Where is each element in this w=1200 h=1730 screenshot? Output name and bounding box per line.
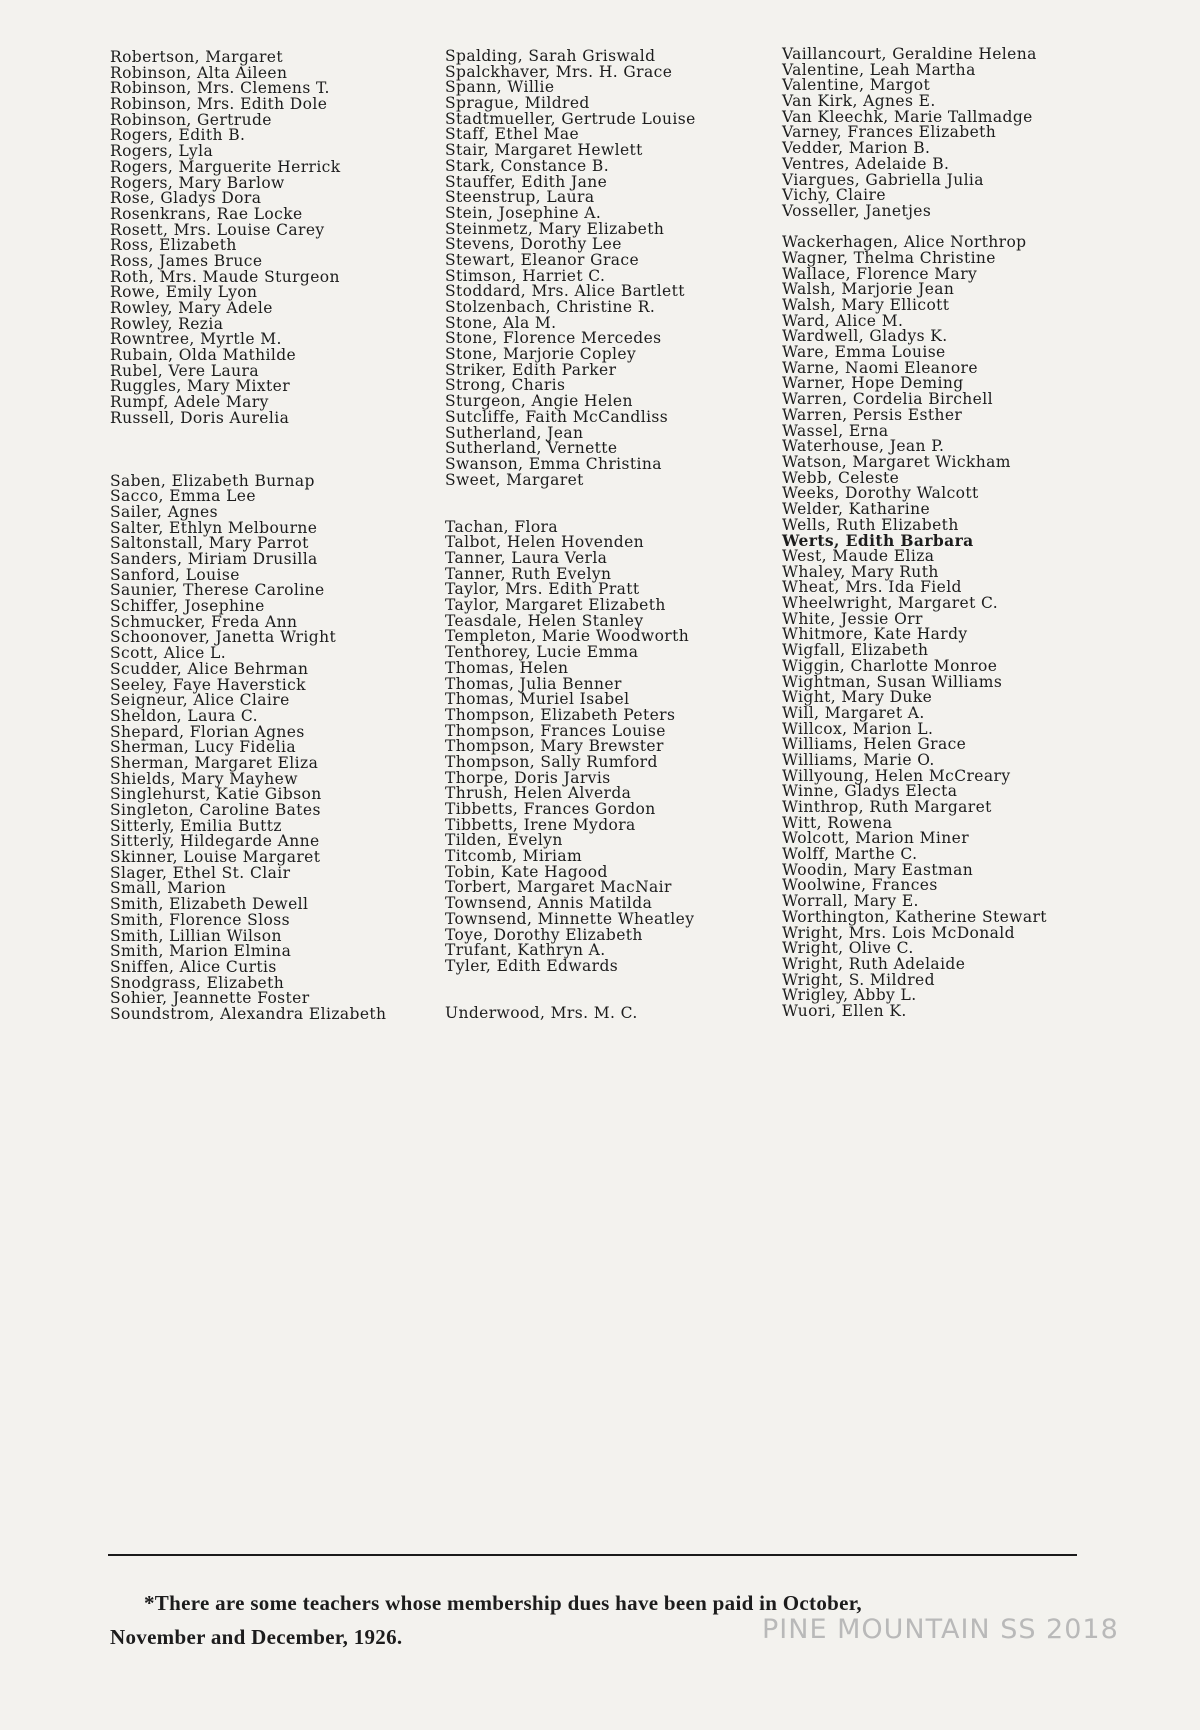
name-entry: Tachan, Flora [445, 517, 559, 536]
name-entry: Slager, Ethel St. Clair [110, 863, 291, 882]
name-entry: Williams, Marie O. [782, 750, 935, 769]
spacer [445, 488, 696, 504]
name-entry: Thomas, Muriel Isabel [445, 690, 630, 709]
name-entry: Sutcliffe, Faith McCandliss [445, 407, 669, 426]
name-entry: Shepard, Florian Agnes [110, 722, 305, 741]
name-entry: Tibbetts, Irene Mydora [445, 815, 636, 834]
name-entry: Wolff, Marthe C. [782, 845, 918, 864]
name-entry: Webb, Celeste [782, 468, 900, 487]
name-entry: Warner, Hope Deming [782, 374, 964, 393]
name-entry: Whitmore, Kate Hardy [782, 625, 968, 644]
name-entry: Sturgeon, Angie Helen [445, 392, 633, 411]
name-entry: Rosenkrans, Rae Locke [110, 204, 303, 223]
name-entry: Rogers, Edith B. [110, 126, 246, 145]
name-entry: Stauffer, Edith Jane [445, 172, 608, 191]
name-entry: Strong, Charis [445, 376, 566, 395]
name-entry: Swanson, Emma Christina [445, 454, 662, 473]
name-entry: Thompson, Frances Louise [445, 721, 666, 740]
name-entry: Sweet, Margaret [445, 470, 584, 489]
name-entry: Scott, Alice L. [110, 644, 227, 663]
name-entry: Stadtmueller, Gertrude Louise [445, 109, 696, 128]
name-entry: West, Maude Eliza [782, 547, 935, 565]
name-entry: Vedder, Marion B. [782, 139, 931, 158]
name-entry: Saltonstall, Mary Parrot [110, 534, 309, 553]
name-entry: Winthrop, Ruth Margaret [782, 798, 992, 816]
name-entry: Sherman, Lucy Fidelia [110, 738, 296, 757]
name-entry: Worthington, Katherine Stewart [782, 907, 1047, 926]
name-entry: Wight, Mary Duke [782, 688, 933, 707]
name-entry: Thrush, Helen Alverda [445, 784, 632, 803]
name-column-r-s [110, 50, 386, 1023]
footnote-divider [108, 1554, 1077, 1556]
name-entry: Sprague, Mildred [445, 94, 590, 113]
name-entry: Ventres, Adelaide B. [782, 154, 950, 173]
name-entry: Rowe, Emily Lyon [110, 283, 258, 302]
name-entry: Smith, Florence Sloss [110, 910, 290, 929]
name-entry: Schoonover, Janetta Wright [110, 628, 337, 647]
name-entry: Rogers, Mary Barlow [110, 173, 285, 192]
name-entry: Toye, Dorothy Elizabeth [445, 925, 643, 944]
name-entry: Whaley, Mary Ruth [782, 562, 939, 581]
name-entry: Van Kirk, Agnes E. [782, 92, 936, 111]
name-entry: Stimson, Harriet C. [445, 266, 606, 285]
name-entry: Williams, Helen Grace [782, 735, 967, 754]
name-entry: Saunier, Therese Caroline [110, 581, 325, 600]
name-entry: Spalding, Sarah Griswald [445, 47, 656, 65]
name-entry: Wells, Ruth Elizabeth [782, 515, 959, 534]
name-entry: Ruggles, Mary Mixter [110, 377, 291, 396]
name-entry: Sitterly, Hildegarde Anne [110, 832, 320, 851]
name-entry: Sanford, Louise [110, 565, 240, 584]
name-entry: Rowntree, Myrtle M. [110, 330, 282, 349]
name-entry: Stolzenbach, Christine R. [445, 298, 656, 316]
name-entry: Sutherland, Vernette [445, 439, 618, 458]
name-entry: Valentine, Leah Martha [782, 60, 976, 79]
name-entry: Snodgrass, Elizabeth [110, 973, 285, 992]
name-entry: Rogers, Lyla [110, 142, 214, 161]
name-entry: Salter, Ethlyn Melbourne [110, 518, 318, 537]
spacer [445, 975, 696, 991]
name-entry: Witt, Rowena [782, 813, 893, 832]
name-entry: Wigfall, Elizabeth [782, 641, 929, 660]
name-entry: Stone, Marjorie Copley [445, 345, 637, 364]
name-entry: Wightman, Susan Williams [782, 672, 1003, 691]
spacer [110, 442, 386, 458]
name-entry: Striker, Edith Parker [445, 360, 617, 379]
name-entry: Wright, Ruth Adelaide [782, 954, 966, 973]
name-entry: Tanner, Ruth Evelyn [445, 564, 612, 583]
name-entry: Steinmetz, Mary Elizabeth [445, 219, 665, 238]
name-entry: Rubain, Olda Mathilde [110, 346, 297, 365]
name-entry: Underwood, Mrs. M. C. [445, 1003, 638, 1022]
name-column-v-w [782, 47, 1047, 1020]
name-entry: Sacco, Emma Lee [110, 487, 256, 506]
name-entry: Stewart, Eleanor Grace [445, 250, 640, 269]
footnote-line-1: *There are some teachers whose membership dues have been paid in October, [144, 1591, 862, 1615]
name-entry: Smith, Marion Elmina [110, 942, 292, 961]
name-entry: Soundstrom, Alexandra Elizabeth [110, 1004, 387, 1023]
name-entry: Rowley, Mary Adele [110, 299, 273, 317]
name-entry: Seigneur, Alice Claire [110, 691, 290, 710]
name-entry: Roth, Mrs. Maude Sturgeon [110, 267, 340, 286]
name-entry: Thomas, Helen [445, 658, 569, 677]
name-column-s-u [445, 49, 696, 1022]
name-entry: Sitterly, Emilia Buttz [110, 816, 282, 835]
name-entry: Willcox, Marion L. [782, 719, 934, 738]
name-entry: Wardwell, Gladys K. [782, 327, 948, 346]
name-entry: Singlehurst, Katie Gibson [110, 785, 322, 804]
name-entry: Wright, Olive C. [782, 939, 914, 958]
name-entry: Rosett, Mrs. Louise Carey [110, 220, 325, 239]
name-entry: Townsend, Annis Matilda [445, 894, 653, 913]
name-entry: Sailer, Agnes [110, 502, 218, 521]
name-entry: Small, Marion [110, 879, 227, 898]
name-entry: Rogers, Marguerite Herrick [110, 157, 341, 176]
name-entry: Robinson, Mrs. Edith Dole [110, 95, 328, 114]
name-entry: Willyoung, Helen McCreary [782, 766, 1011, 785]
name-entry: Walsh, Marjorie Jean [782, 280, 955, 299]
name-entry: Wright, S. Mildred [782, 970, 935, 989]
name-entry: Ware, Emma Louise [782, 343, 946, 362]
name-entry: Taylor, Margaret Elizabeth [445, 596, 666, 615]
name-entry: Scudder, Alice Behrman [110, 659, 309, 678]
name-entry: Spalckhaver, Mrs. H. Grace [445, 62, 673, 81]
name-entry: Thomas, Julia Benner [445, 674, 622, 693]
name-entry: Wackerhagen, Alice Northrop [782, 233, 1027, 252]
name-entry: Tanner, Laura Verla [445, 549, 608, 567]
name-entry: Watson, Margaret Wickham [782, 452, 1011, 471]
name-entry: Werts, Edith Barbara [782, 531, 974, 551]
name-entry: Rumpf, Adele Mary [110, 393, 269, 412]
name-entry: Viargues, Gabriella Julia [782, 170, 984, 189]
name-entry: Ross, James Bruce [110, 251, 263, 270]
name-entry: Wheelwright, Margaret C. [782, 594, 999, 613]
name-entry: Wheat, Mrs. Ida Field [782, 578, 962, 597]
name-entry: Thompson, Elizabeth Peters [445, 705, 676, 724]
name-entry: Stein, Josephine A. [445, 203, 602, 222]
name-entry: Wallace, Florence Mary [782, 264, 978, 283]
name-entry: Wiggin, Charlotte Monroe [782, 656, 998, 675]
footnote-line-2: November and December, 1926. [110, 1625, 403, 1649]
name-entry: Wolcott, Marion Miner [782, 829, 970, 848]
name-entry: Stone, Ala M. [445, 313, 557, 332]
name-entry: Townsend, Minnette Wheatley [445, 909, 695, 928]
name-entry: Ward, Alice M. [782, 311, 904, 330]
name-entry: Sanders, Miriam Drusilla [110, 550, 318, 568]
name-entry: Robinson, Gertrude [110, 110, 272, 129]
name-entry: Van Kleechk, Marie Tallmadge [782, 107, 1033, 126]
name-entry: Schiffer, Josephine [110, 597, 265, 616]
name-entry: Smith, Lillian Wilson [110, 926, 282, 945]
name-entry: Sherman, Margaret Eliza [110, 753, 319, 772]
name-entry: Woolwine, Frances [782, 876, 938, 895]
name-entry: Warren, Cordelia Birchell [782, 390, 993, 409]
name-entry: Shields, Mary Mayhew [110, 769, 298, 788]
name-entry: Robinson, Mrs. Clemens T. [110, 79, 330, 98]
name-entry: Thorpe, Doris Jarvis [445, 768, 611, 787]
name-entry: Sohier, Jeannette Foster [110, 989, 310, 1008]
name-entry: Welder, Katharine [782, 499, 931, 518]
name-entry: Will, Margaret A. [782, 703, 925, 722]
name-entry: Valentine, Margot [782, 76, 931, 95]
name-entry: Sheldon, Laura C. [110, 706, 258, 725]
name-entry: Torbert, Margaret MacNair [445, 878, 672, 897]
name-entry: Tenthorey, Lucie Emma [445, 643, 639, 662]
name-entry: Tyler, Edith Edwards [445, 956, 619, 975]
name-entry: Sniffen, Alice Curtis [110, 957, 277, 976]
name-entry: Saben, Elizabeth Burnap [110, 471, 315, 490]
name-entry: Warne, Naomi Eleanore [782, 358, 978, 377]
name-entry: Steenstrup, Laura [445, 188, 595, 207]
name-entry: Tibbetts, Frances Gordon [445, 800, 656, 818]
name-entry: Worrall, Mary E. [782, 892, 919, 911]
name-entry: Robertson, Margaret [110, 48, 283, 66]
name-entry: Varney, Frances Elizabeth [782, 123, 997, 142]
name-entry: Stone, Florence Mercedes [445, 329, 662, 348]
name-entry: Stevens, Dorothy Lee [445, 235, 622, 254]
name-entry: Winne, Gladys Electa [782, 782, 958, 801]
name-entry: Staff, Ethel Mae [445, 125, 580, 144]
name-entry: Thompson, Sally Rumford [445, 752, 658, 771]
name-entry: Singleton, Caroline Bates [110, 801, 321, 819]
name-entry: White, Jessie Orr [782, 609, 923, 628]
name-entry: Titcomb, Miriam [445, 847, 583, 866]
name-entry: Wagner, Thelma Christine [782, 248, 996, 267]
name-entry: Schmucker, Freda Ann [110, 612, 298, 631]
name-entry: Seeley, Faye Haverstick [110, 675, 306, 694]
name-entry: Talbot, Helen Hovenden [445, 533, 645, 552]
name-entry: Stair, Margaret Hewlett [445, 141, 643, 160]
watermark: PINE MOUNTAIN SS 2018 [762, 1614, 1119, 1645]
name-entry: Vichy, Claire [782, 186, 886, 205]
name-entry: Smith, Elizabeth Dewell [110, 895, 309, 914]
name-entry: Rose, Gladys Dora [110, 189, 262, 208]
name-entry: Waterhouse, Jean P. [782, 437, 945, 456]
name-entry: Rowley, Rezia [110, 314, 224, 333]
name-entry: Skinner, Louise Margaret [110, 848, 321, 867]
name-entry: Wrigley, Abby L. [782, 986, 917, 1005]
name-entry: Walsh, Mary Ellicott [782, 296, 950, 314]
name-entry: Wright, Mrs. Lois McDonald [782, 923, 1015, 942]
name-entry: Tilden, Evelyn [445, 831, 563, 850]
name-entry: Wassel, Erna [782, 421, 889, 440]
name-entry: Warren, Persis Esther [782, 405, 963, 424]
name-entry: Rubel, Vere Laura [110, 361, 259, 380]
name-entry: Ross, Elizabeth [110, 236, 237, 255]
name-entry: Taylor, Mrs. Edith Pratt [445, 580, 640, 599]
name-entry: Stoddard, Mrs. Alice Bartlett [445, 282, 685, 301]
name-entry: Teasdale, Helen Stanley [445, 611, 644, 630]
name-entry: Tobin, Kate Hagood [445, 862, 608, 881]
name-entry: Russell, Doris Aurelia [110, 408, 290, 427]
name-entry: Vosseller, Janetjes [782, 201, 932, 220]
name-entry: Robinson, Alta Aileen [110, 63, 288, 82]
name-entry: Templeton, Marie Woodworth [445, 627, 690, 646]
name-entry: Wuori, Ellen K. [782, 1001, 907, 1020]
name-entry: Spann, Willie [445, 78, 555, 97]
name-entry: Stark, Constance B. [445, 156, 610, 175]
name-entry: Sutherland, Jean [445, 423, 584, 442]
name-entry: Thompson, Mary Brewster [445, 737, 664, 756]
spacer [110, 427, 386, 443]
name-entry: Woodin, Mary Eastman [782, 860, 974, 879]
name-entry: Trufant, Kathryn A. [445, 941, 606, 960]
name-entry: Vaillancourt, Geraldine Helena [782, 45, 1037, 63]
name-entry: Weeks, Dorothy Walcott [782, 484, 979, 503]
